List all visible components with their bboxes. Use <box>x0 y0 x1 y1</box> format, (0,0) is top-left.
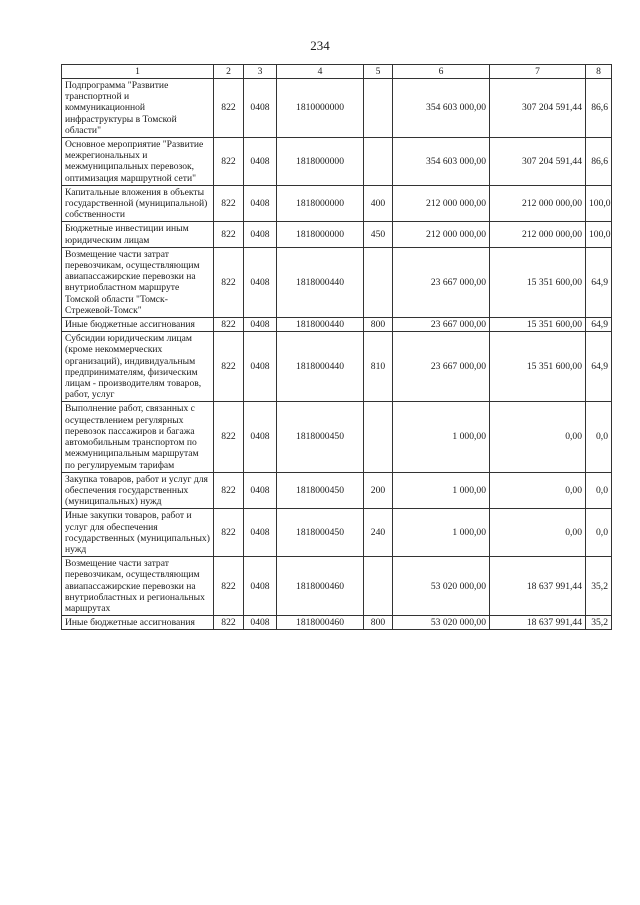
budget-table <box>61 64 612 630</box>
row-name: Подпрограмма "Развитие транспортной и коммуникационной инфраструктуры в Томской области" <box>62 79 214 138</box>
row-plan-amount: 1 000,00 <box>393 402 490 472</box>
row-expense-type: 240 <box>364 509 393 557</box>
row-plan-amount: 212 000 000,00 <box>393 185 490 222</box>
row-plan-amount: 212 000 000,00 <box>393 222 490 247</box>
header-cell: 6 <box>393 65 490 79</box>
row-target-code: 1818000000 <box>277 222 364 247</box>
row-expense-type <box>364 557 393 616</box>
row-plan-amount: 354 603 000,00 <box>393 138 490 186</box>
row-fact-amount: 15 351 600,00 <box>490 332 586 402</box>
row-plan-amount: 23 667 000,00 <box>393 332 490 402</box>
row-admin-code: 822 <box>214 138 244 186</box>
table-row <box>62 318 612 332</box>
row-admin-code: 822 <box>214 222 244 247</box>
row-percent: 0,0 <box>586 472 612 509</box>
header-cell: 5 <box>364 65 393 79</box>
row-admin-code: 822 <box>214 247 244 317</box>
row-section-code: 0408 <box>244 185 277 222</box>
row-expense-type: 450 <box>364 222 393 247</box>
row-plan-amount: 354 603 000,00 <box>393 79 490 138</box>
header-cell: 4 <box>277 65 364 79</box>
header-cell: 7 <box>490 65 586 79</box>
row-section-code: 0408 <box>244 332 277 402</box>
row-expense-type: 800 <box>364 318 393 332</box>
table-row <box>62 557 612 616</box>
row-admin-code: 822 <box>214 185 244 222</box>
row-target-code: 1810000000 <box>277 79 364 138</box>
header-cell: 3 <box>244 65 277 79</box>
row-plan-amount: 23 667 000,00 <box>393 318 490 332</box>
table-row <box>62 616 612 630</box>
row-expense-type <box>364 138 393 186</box>
header-cell: 8 <box>586 65 612 79</box>
table-row <box>62 332 612 402</box>
row-target-code: 1818000000 <box>277 185 364 222</box>
row-name: Бюджетные инвестиции иным юридическим лицам <box>62 222 214 247</box>
row-percent: 64,9 <box>586 247 612 317</box>
row-target-code: 1818000440 <box>277 318 364 332</box>
row-percent: 35,2 <box>586 557 612 616</box>
row-target-code: 1818000450 <box>277 509 364 557</box>
row-fact-amount: 0,00 <box>490 472 586 509</box>
row-section-code: 0408 <box>244 318 277 332</box>
table-row <box>62 222 612 247</box>
row-name: Возмещение части затрат перевозчикам, осуществляющим авиапассажирские перевозки на внутриобластных и региональных маршрутах <box>62 557 214 616</box>
row-fact-amount: 307 204 591,44 <box>490 138 586 186</box>
row-name: Иные закупки товаров, работ и услуг для обеспечения государственных (муниципальных) нужд <box>62 509 214 557</box>
row-target-code: 1818000440 <box>277 247 364 317</box>
table-row <box>62 402 612 472</box>
row-name: Закупка товаров, работ и услуг для обеспечения государственных (муниципальных) нужд <box>62 472 214 509</box>
row-admin-code: 822 <box>214 318 244 332</box>
row-name: Основное мероприятие "Развитие межрегиональных и межмуниципальных перевозок, оптимизация маршрутной сети" <box>62 138 214 186</box>
row-name: Иные бюджетные ассигнования <box>62 616 214 630</box>
row-percent: 64,9 <box>586 318 612 332</box>
row-fact-amount: 0,00 <box>490 402 586 472</box>
row-plan-amount: 1 000,00 <box>393 509 490 557</box>
row-admin-code: 822 <box>214 79 244 138</box>
row-admin-code: 822 <box>214 616 244 630</box>
row-fact-amount: 307 204 591,44 <box>490 79 586 138</box>
row-target-code: 1818000440 <box>277 332 364 402</box>
row-percent: 64,9 <box>586 332 612 402</box>
table-row <box>62 247 612 317</box>
row-target-code: 1818000460 <box>277 557 364 616</box>
row-section-code: 0408 <box>244 138 277 186</box>
row-expense-type <box>364 402 393 472</box>
row-section-code: 0408 <box>244 222 277 247</box>
row-name: Возмещение части затрат перевозчикам, осуществляющим авиапассажирские перевозки на внутриобластном маршруте Томской области "Томск-Стрежевой-Томск" <box>62 247 214 317</box>
row-percent: 86,6 <box>586 79 612 138</box>
header-row <box>62 65 612 79</box>
row-name: Иные бюджетные ассигнования <box>62 318 214 332</box>
row-plan-amount: 53 020 000,00 <box>393 557 490 616</box>
row-fact-amount: 0,00 <box>490 509 586 557</box>
row-target-code: 1818000450 <box>277 402 364 472</box>
row-expense-type: 400 <box>364 185 393 222</box>
row-fact-amount: 18 637 991,44 <box>490 616 586 630</box>
row-plan-amount: 53 020 000,00 <box>393 616 490 630</box>
row-target-code: 1818000000 <box>277 138 364 186</box>
row-percent: 0,0 <box>586 509 612 557</box>
row-plan-amount: 1 000,00 <box>393 472 490 509</box>
row-plan-amount: 23 667 000,00 <box>393 247 490 317</box>
row-section-code: 0408 <box>244 79 277 138</box>
row-admin-code: 822 <box>214 472 244 509</box>
row-expense-type <box>364 247 393 317</box>
row-admin-code: 822 <box>214 557 244 616</box>
table-row <box>62 509 612 557</box>
row-name: Субсидии юридическим лицам (кроме некоммерческих организаций), индивидуальным предпринимателям, физическим лицам - производителям товаров, работ, услуг <box>62 332 214 402</box>
row-percent: 100,0 <box>586 185 612 222</box>
row-section-code: 0408 <box>244 247 277 317</box>
row-admin-code: 822 <box>214 509 244 557</box>
row-percent: 0,0 <box>586 402 612 472</box>
table-row <box>62 185 612 222</box>
row-percent: 35,2 <box>586 616 612 630</box>
row-name: Капитальные вложения в объекты государственной (муниципальной) собственности <box>62 185 214 222</box>
row-percent: 100,0 <box>586 222 612 247</box>
row-section-code: 0408 <box>244 616 277 630</box>
row-target-code: 1818000450 <box>277 472 364 509</box>
table-row <box>62 138 612 186</box>
row-name: Выполнение работ, связанных с осуществлением регулярных перевозок пассажиров и багажа автомобильным транспортом по межмуниципальным маршрутам по регулируемым тарифам <box>62 402 214 472</box>
row-section-code: 0408 <box>244 557 277 616</box>
row-target-code: 1818000460 <box>277 616 364 630</box>
row-expense-type: 200 <box>364 472 393 509</box>
row-section-code: 0408 <box>244 402 277 472</box>
header-cell: 2 <box>214 65 244 79</box>
row-fact-amount: 18 637 991,44 <box>490 557 586 616</box>
row-expense-type: 800 <box>364 616 393 630</box>
row-expense-type: 810 <box>364 332 393 402</box>
row-admin-code: 822 <box>214 402 244 472</box>
row-section-code: 0408 <box>244 472 277 509</box>
row-fact-amount: 15 351 600,00 <box>490 247 586 317</box>
row-expense-type <box>364 79 393 138</box>
row-section-code: 0408 <box>244 509 277 557</box>
table-row <box>62 79 612 138</box>
row-fact-amount: 15 351 600,00 <box>490 318 586 332</box>
row-fact-amount: 212 000 000,00 <box>490 185 586 222</box>
header-cell: 1 <box>62 65 214 79</box>
row-admin-code: 822 <box>214 332 244 402</box>
row-percent: 86,6 <box>586 138 612 186</box>
row-fact-amount: 212 000 000,00 <box>490 222 586 247</box>
table-row <box>62 472 612 509</box>
page-number: 234 <box>310 38 330 53</box>
